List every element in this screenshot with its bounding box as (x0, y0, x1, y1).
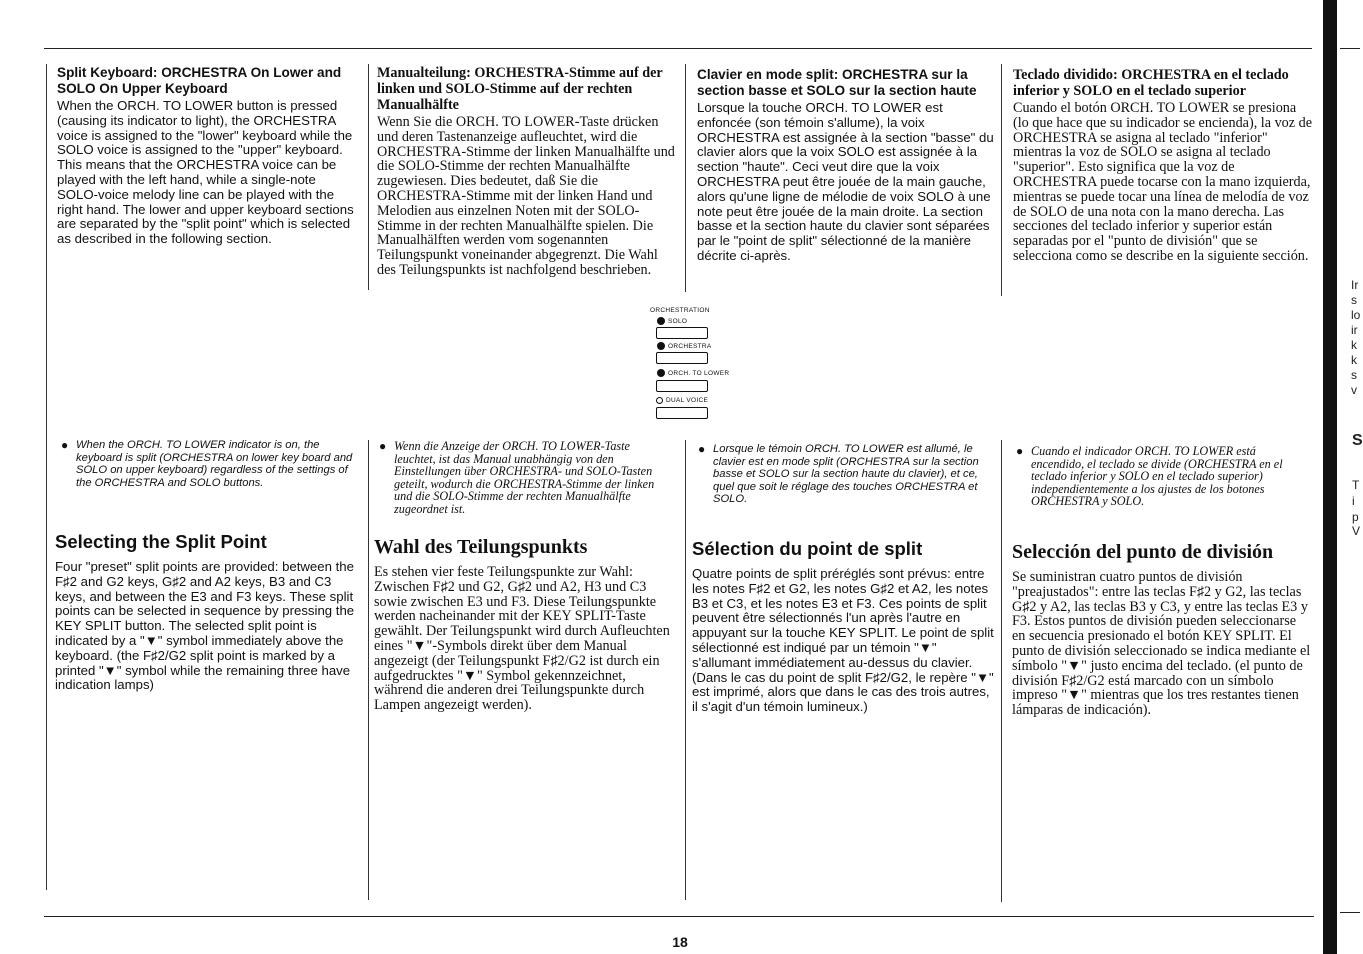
solo-button (656, 327, 708, 339)
facing-page-fragment-2 (1352, 432, 1363, 538)
fragment-line: v (1351, 383, 1357, 397)
fragment-line: lo (1351, 308, 1361, 322)
facing-page-rule-bottom (1340, 912, 1360, 913)
english-column (57, 65, 357, 247)
top-rule (44, 48, 1312, 49)
french-section-title: Sélection du point de split (692, 538, 923, 559)
fragment-line: p (1352, 510, 1359, 524)
fragment-line: T (1352, 478, 1360, 492)
panel-group-label: ORCHESTRATION (650, 307, 710, 314)
fragment-line: k (1351, 353, 1357, 367)
french-section-body: Quatre points de split préréglés sont prévus: entre les notes F♯2 et G2, les notes G♯2 et A2, les notes B3 et C3, et les notes E3 et F3. Ces points de split peuvent être sélectionnés l'un après l'autre en appuyant sur la touche KEY SPLIT. Le point de split sélectionné est indiqué par un témoin "▼" s'allumant immédiatement au-dessus du clavier. (Dans le cas du point de split F♯2/G2, le repère "▼" est imprimé, alors que dans le cas des trois autres, il s'agit d'un témoin lumineux.) (692, 566, 994, 715)
french-body: Lorsque la touche ORCH. TO LOWER est enfoncée (son témoin s'allume), la voix ORCHESTRA est assignée à la section "basse" du clavier alors que la voix SOLO est assignée à la section "haute". Ceci veut dire que la voix ORCHESTRA peut être jouée de la main gauche, alors qu'une ligne de mélodie de voix SOLO à une note peut être jouée de la main droite. La section basse et la section haute du clavier sont séparées par le "point de split" sélectionné de la manière décrite ci-après. (697, 100, 994, 263)
bullet-icon: ● (379, 439, 387, 453)
page-number: 18 (672, 934, 688, 950)
column-divider-1-top (368, 64, 369, 290)
english-section (55, 531, 355, 693)
bullet-icon: ● (1016, 444, 1024, 458)
fragment-line: ir (1351, 323, 1358, 337)
fragment-line: V (1352, 524, 1361, 538)
german-note-text: Wenn die Anzeige der ORCH. TO LOWER-Taste leuchtet, ist das Manual unabhängig von den Einstellungen über ORCHESTRA- und SOLO-Tasten geteilt, wodurch die ORCHESTRA-Stimme der linken und die SOLO-Stimme der rechten Manualhälfte zugeordnet ist. (394, 439, 655, 516)
bullet-icon: ● (698, 442, 706, 456)
spanish-column (1013, 67, 1313, 264)
french-note (698, 442, 991, 506)
fragment-line: S (1352, 432, 1363, 449)
fragment-line: i (1352, 494, 1355, 508)
german-heading: Manualteilung: ORCHESTRA-Stimme auf der linken und SOLO-Stimme auf der rechten Manualhälfte (377, 65, 663, 113)
english-note-text: When the ORCH. TO LOWER indicator is on, the keyboard is split (ORCHESTRA on lower key board and SOLO on upper keyboard) regardless of the settings of the ORCHESTRA and SOLO buttons. (76, 439, 353, 489)
column-divider-1-bottom (368, 440, 369, 900)
column-divider-2-bottom (685, 440, 686, 900)
french-column (697, 67, 997, 264)
facing-page-rule-top (1340, 48, 1360, 49)
spanish-body: Cuando el botón ORCH. TO LOWER se presiona (lo que hace que su indicador se encienda), la voz de ORCHESTRA se asigna al teclado "inferior" mientras la voz de SOLO se asigna al teclado "superior". Esto significa que la voz de ORCHESTRA puede tocarse con la mano izquierda, mientras se puede tocar una línea de melodía de voz de SOLO de una nota con la mano derecha. Las secciones del teclado inferior y superior están separadas por el "punto de división" que se selecciona como se describe en la siguiente sección. (1013, 100, 1312, 264)
orchestra-indicator-icon (657, 342, 665, 350)
german-body: Wenn Sie die ORCH. TO LOWER-Taste drücken und deren Tastenanzeige aufleuchtet, wird die ORCHESTRA-Stimme der linken Manualhälfte und die SOLO-Stimme der rechten Manualhälfte zugewiesen. Dies bedeutet, daß Sie die ORCHESTRA-Stimme mit der linken Hand und Melodien aus einzelnen Noten mit der SOLO-Stimme in der rechten Manualhälfte spielen. Die Manualhälften werden vom sogenannten Teilungspunkt voneinander abgegrenzt. Die Wahl des Teilungspunkts ist nachfolgend beschrieben. (377, 114, 675, 278)
english-section-title: Selecting the Split Point (55, 531, 267, 552)
panel-button-label-dual-voice: DUAL VOICE (666, 397, 709, 404)
fragment-line: k (1351, 338, 1357, 352)
spanish-section-body: Se suministran cuatro puntos de división "preajustados": entre las teclas F♯2 y G2, las teclas G♯2 y A2, las teclas B3 y C3, y entre las teclas E3 y F3. Estos puntos de división pueden seleccionarse en secuencia presionado el botón KEY SPLIT. El punto de división seleccionado se indica mediante el símbolo "▼" justo encima del teclado. (el punto de división F♯2/G2 está marcado con un símbolo impreso "▼" mientras que los tres restantes tienen lámparas de indicación). (1012, 569, 1311, 719)
fragment-line: Ir (1351, 278, 1359, 292)
orchestration-panel-diagram (650, 305, 750, 425)
fragment-line: s (1351, 368, 1357, 382)
bullet-icon: ● (61, 438, 69, 452)
spanish-note-text: Cuando el indicador ORCH. TO LOWER está encendido, el teclado se divide (ORCHESTRA en el teclado inferior y SOLO en el teclado superior) independientemente a los ajustes de los botones ORCHESTRA y SOLO. (1031, 444, 1283, 509)
orch-to-lower-button (656, 380, 708, 392)
french-heading: Clavier en mode split: ORCHESTRA sur la section basse et SOLO sur la section haute (697, 67, 977, 98)
english-note (61, 438, 356, 489)
fragment-line: s (1351, 293, 1357, 307)
facing-page-fragment (1351, 278, 1360, 398)
german-section-title: Wahl des Teilungspunkts (374, 536, 588, 558)
bottom-rule (44, 916, 1314, 917)
column-divider-3-bottom (1001, 440, 1002, 902)
column-divider-2-top (685, 64, 686, 292)
french-section (692, 538, 994, 715)
column-divider-left (46, 64, 47, 890)
english-section-body: Four "preset" split points are provided: between the F♯2 and G2 keys, G♯2 and A2 keys, B3 and C3 keys, and between the E3 and F3 keys. These split points can be selected in sequence by pressing the KEY SPLIT button. The selected split point is indicated by a "▼" symbol immediately above the keyboard. (the F♯2/G2 split point is marked by a printed "▼" symbol while the remaining three have indication lamps) (55, 559, 355, 693)
german-note (379, 439, 666, 516)
column-divider-3-top (1001, 64, 1002, 296)
panel-button-label-orchestra: ORCHESTRA (668, 343, 712, 350)
panel-button-label-solo: SOLO (668, 318, 688, 325)
dual-voice-button (656, 407, 708, 419)
dual-voice-indicator-icon (656, 397, 663, 404)
english-body: When the ORCH. TO LOWER button is pressed (causing its indicator to light), the ORCHESTRA voice is assigned to the "lower" keyboard while the SOLO voice is assigned to the "upper" keyboard. This means that the ORCHESTRA voice can be played with the left hand, while a single-note SOLO-voice melody line can be played with the right hand. The lower and upper keyboard sections are separated by the "split point" which is selected as described in the following section. (57, 98, 354, 247)
spanish-note (1016, 444, 1311, 509)
panel-button-label-orch-to-lower: ORCH. TO LOWER (668, 370, 730, 377)
german-section (374, 536, 674, 713)
spanish-section (1012, 541, 1312, 718)
german-column (377, 65, 677, 278)
german-section-body: Es stehen vier feste Teilungspunkte zur Wahl: Zwischen F♯2 und G2, G♯2 und A2, H3 und C3 sowie zwischen E3 und F3. Diese Teilungspunkte werden nacheinander mit der KEY SPLIT-Taste gewählt. Der Teilungspunkt wird durch Aufleuchten eines "▼"-Symbols direkt über dem Manual angezeigt (der Teilungspunkt F♯2/G2 ist durch ein aufgedrucktes "▼" Symbol gekennzeichnet, während die anderen drei Teilungspunkte durch Lampen angezeigt werden). (374, 564, 670, 714)
solo-indicator-icon (657, 317, 665, 325)
english-heading: Split Keyboard: ORCHESTRA On Lower and SOLO On Upper Keyboard (57, 65, 342, 96)
orchestra-button (656, 352, 708, 364)
page-edge-bar (1323, 0, 1337, 954)
french-note-text: Lorsque le témoin ORCH. TO LOWER est allumé, le clavier est en mode split (ORCHESTRA sur la section basse et SOLO sur la section haute du clavier), et ce, quel que soit le réglage des touches ORCHESTRA et SOLO. (713, 443, 979, 506)
spanish-heading: Teclado dividido: ORCHESTRA en el teclado inferior y SOLO en el teclado superior (1013, 67, 1289, 99)
orch-to-lower-indicator-icon (657, 369, 665, 377)
spanish-section-title: Selección del punto de división (1012, 541, 1274, 563)
